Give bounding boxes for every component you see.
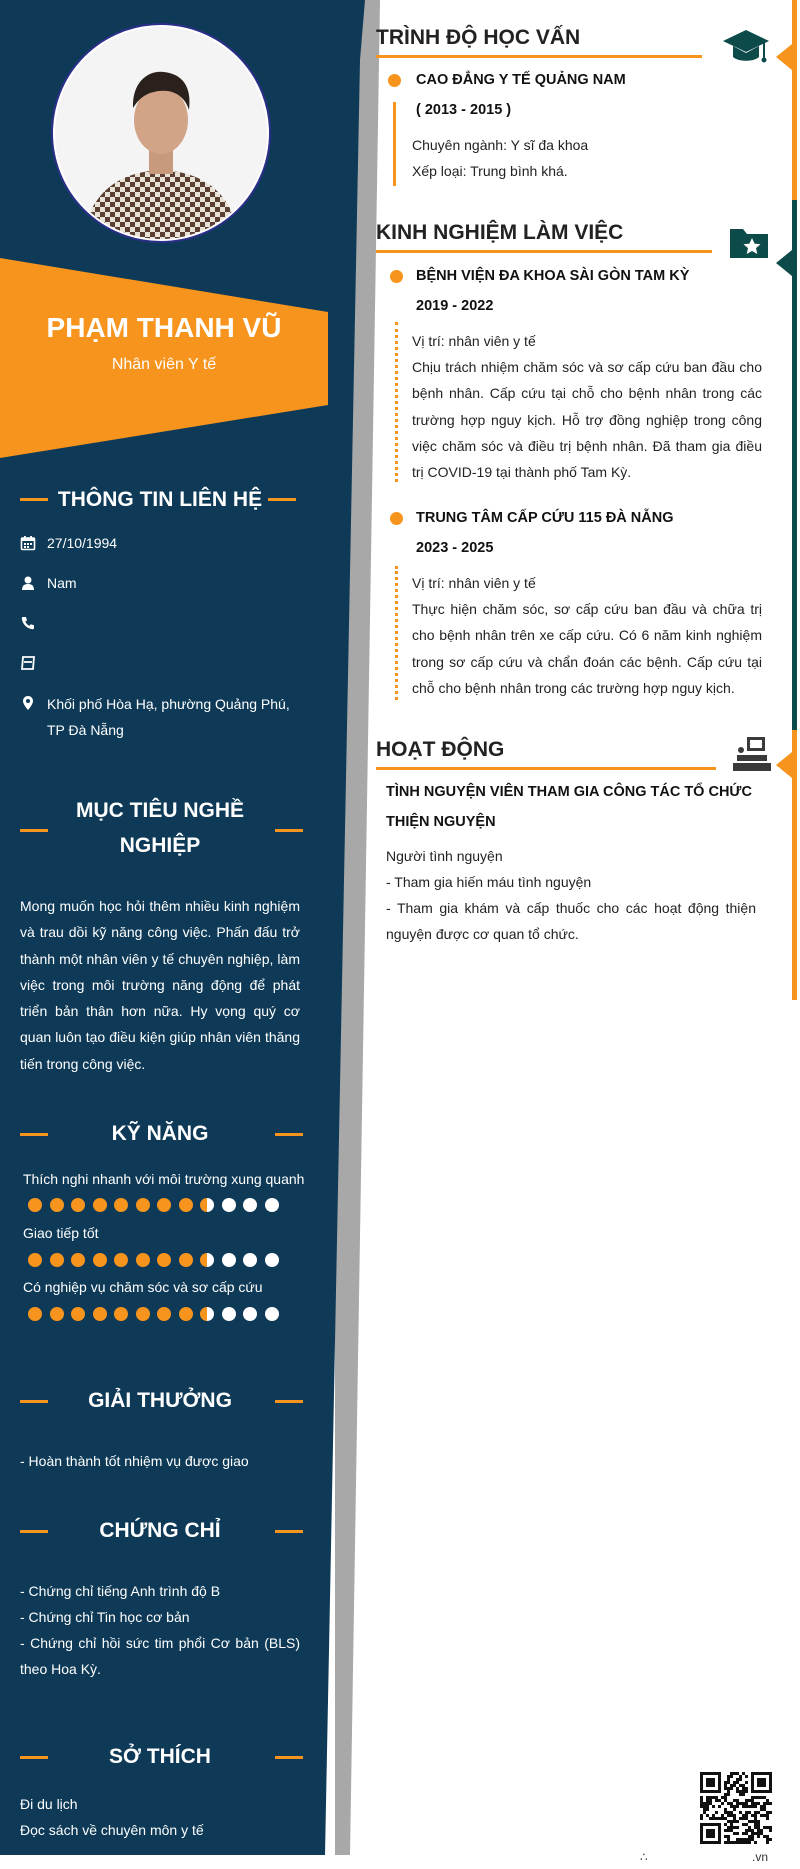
skill-dot <box>71 1307 85 1321</box>
education-major: Chuyên ngành: Y sĩ đa khoa <box>412 137 589 153</box>
skill-dot <box>157 1253 171 1267</box>
skill-dot <box>71 1253 85 1267</box>
timeline-bullet <box>390 270 403 283</box>
skill-dot <box>222 1253 236 1267</box>
skill-dot <box>136 1307 150 1321</box>
phone-icon <box>20 615 36 631</box>
skill-dot <box>200 1253 214 1267</box>
education-heading: TRÌNH ĐỘ HỌC VẤN <box>376 26 581 49</box>
skill-dot <box>93 1307 107 1321</box>
skill-dot <box>179 1198 193 1212</box>
heading-dash <box>20 1756 48 1759</box>
skill-dot <box>222 1198 236 1212</box>
edge-marker <box>776 44 792 70</box>
certificates-heading: CHỨNG CHỈ <box>99 1519 221 1542</box>
activity-title: TÌNH NGUYỆN VIÊN THAM GIA CÔNG TÁC TỔ CHỨC THIỆN NGUYỆN <box>386 784 752 830</box>
avatar <box>50 22 272 244</box>
awards-list <box>20 1448 300 1474</box>
experience-position: Vị trí: nhân viên y tế <box>412 575 536 591</box>
contact-birthday: 27/10/1994 <box>47 535 118 551</box>
hobbies-heading: SỞ THÍCH <box>109 1745 211 1768</box>
education-period: ( 2013 - 2015 ) <box>416 102 512 118</box>
skill-dot <box>157 1307 171 1321</box>
objective-text: Mong muốn học hỏi thêm nhiều kinh nghiệm và trau dồi kỹ năng công việc. Phấn đấu trở thành một nhân viên y tế chuyên nghiệp, làm việc trong môi trường năng động để phát triển bản thân hơn nữa. Hy vọng quý cơ quan luôn tạo điều kiện giúp nhân viên thăng tiến trong công việc. <box>20 898 300 1072</box>
experience-period: 2019 - 2022 <box>416 298 494 314</box>
skill-dot <box>114 1198 128 1212</box>
education-grade: Xếp loại: Trung bình khá. <box>412 163 568 179</box>
heading-underline <box>376 250 712 253</box>
heading-dash <box>275 1133 303 1136</box>
edge-marker <box>776 752 792 778</box>
heading-dash <box>275 1756 303 1759</box>
objective-heading: MỤC TIÊU NGHỀ NGHIỆP <box>76 799 244 857</box>
heading-dash <box>275 1400 303 1403</box>
heading-dash <box>20 829 48 832</box>
experience-description: Chịu trách nhiệm chăm sóc và sơ cấp cứu ban đầu cho bệnh nhân. Cấp cứu tại chỗ cho bệnh nhân trong các trường hợp nguy kịch. Hỗ trợ đồng nghiệp trong công việc chăm sóc và điều trị bệnh nhân. Đã tham gia điều trị COVID-19 tại thành phố Tam Kỳ. <box>412 359 762 481</box>
heading-dash <box>275 1530 303 1533</box>
certificate-item: - Chứng chỉ tiếng Anh trình độ B <box>20 1583 221 1599</box>
skill-dot <box>179 1253 193 1267</box>
certificates-list <box>20 1578 300 1682</box>
skill-label: Có nghiệp vụ chăm sóc và sơ cấp cứu <box>23 1279 263 1295</box>
skill-dot <box>265 1253 279 1267</box>
contact-heading: THÔNG TIN LIÊN HỆ <box>57 488 263 511</box>
activity-item: - Tham gia hiến máu tình nguyện <box>386 874 592 890</box>
certificate-item: - Chứng chỉ Tin học cơ bản <box>20 1609 190 1625</box>
awards-heading: GIẢI THƯỞNG <box>88 1389 232 1412</box>
profile-name: PHẠM THANH VŨ <box>46 312 282 343</box>
heading-dash <box>20 1530 48 1533</box>
skill-dot <box>71 1198 85 1212</box>
calendar-icon <box>20 535 36 551</box>
skills-heading: KỸ NĂNG <box>111 1122 209 1145</box>
skill-dot <box>136 1198 150 1212</box>
timeline-dots <box>395 322 401 482</box>
skill-dot <box>50 1198 64 1212</box>
hobby-item: Đọc sách về chuyên môn y tế <box>20 1822 204 1838</box>
skill-dot <box>243 1253 257 1267</box>
experience-heading: KINH NGHIỆM LÀM VIỆC <box>376 221 624 244</box>
skill-label: Giao tiếp tốt <box>23 1225 99 1241</box>
experience-description: Thực hiện chăm sóc, sơ cấp cứu ban đầu và chữa trị cho bệnh nhân trên xe cấp cứu. Có 6 năm kinh nghiệm trong sơ cấp cứu và chẩn đoán các bệnh. Cấp cứu tại chỗ cho bệnh nhân trong các trường hợp nguy kịch. <box>412 601 762 696</box>
skill-dot <box>28 1253 42 1267</box>
timeline-bar <box>393 102 396 186</box>
edge-bar-activities <box>792 730 797 1000</box>
heading-underline <box>376 767 716 770</box>
experience-period: 2023 - 2025 <box>416 540 494 556</box>
experience-company: TRUNG TÂM CẤP CỨU 115 ĐÀ NẴNG <box>416 510 674 526</box>
skill-dot <box>28 1198 42 1212</box>
contact-address: Khối phố Hòa Hạ, phường Quảng Phú, TP Đà Nẵng <box>47 696 290 738</box>
skill-dot <box>50 1307 64 1321</box>
heading-dash <box>20 1133 48 1136</box>
activity-item: - Tham gia khám và cấp thuốc cho các hoạt động thiện nguyện được cơ quan tổ chức. <box>386 900 756 943</box>
award-item: - Hoàn thành tốt nhiệm vụ được giao <box>20 1453 249 1469</box>
heading-dash <box>275 829 303 832</box>
job-title: Nhân viên Y tế <box>111 356 217 373</box>
skill-dot <box>28 1307 42 1321</box>
education-school: CAO ĐẲNG Y TẾ QUẢNG NAM <box>416 72 626 88</box>
skill-dot <box>93 1253 107 1267</box>
skill-dot <box>222 1307 236 1321</box>
user-icon <box>20 575 36 591</box>
heading-underline <box>376 55 702 58</box>
footer-dots: ∴ <box>640 1850 648 1864</box>
heading-dash <box>20 1400 48 1403</box>
edge-marker <box>776 250 792 276</box>
certificate-item: - Chứng chỉ hồi sức tim phổi Cơ bản (BLS) theo Hoa Kỳ. <box>20 1635 300 1677</box>
email-icon <box>20 655 36 671</box>
timeline-bullet <box>390 512 403 525</box>
skill-dot <box>265 1307 279 1321</box>
footer-mark: .vn <box>752 1850 769 1864</box>
skill-dot <box>157 1198 171 1212</box>
edge-bar-experience <box>792 200 797 730</box>
qr-code <box>700 1772 772 1844</box>
activity-role: Người tình nguyện <box>386 848 503 864</box>
graduation-cap-icon <box>722 28 770 68</box>
skill-dot <box>243 1198 257 1212</box>
activities-heading: HOẠT ĐỘNG <box>376 738 505 761</box>
skill-dot <box>179 1307 193 1321</box>
skill-dot <box>243 1307 257 1321</box>
volunteer-icon <box>733 735 771 773</box>
experience-company: BỆNH VIỆN ĐA KHOA SÀI GÒN TAM KỲ <box>416 268 690 284</box>
timeline-bullet <box>388 74 401 87</box>
skill-dot <box>114 1307 128 1321</box>
skill-dot <box>200 1307 214 1321</box>
hobby-item: Đi du lịch <box>20 1796 78 1812</box>
edge-bar-education <box>792 0 797 200</box>
skill-dot <box>50 1253 64 1267</box>
timeline-dots <box>395 566 401 700</box>
contact-gender: Nam <box>47 575 77 591</box>
skill-dot <box>93 1198 107 1212</box>
skill-dot <box>200 1198 214 1212</box>
heading-dash <box>268 498 296 501</box>
skill-dot <box>136 1253 150 1267</box>
heading-dash <box>20 498 48 501</box>
folder-star-icon <box>728 224 770 260</box>
skill-dot <box>265 1198 279 1212</box>
skill-label: Thích nghi nhanh với môi trường xung quanh <box>23 1171 305 1187</box>
experience-position: Vị trí: nhân viên y tế <box>412 333 536 349</box>
skill-dot <box>114 1253 128 1267</box>
hobbies-list <box>20 1791 300 1843</box>
location-icon <box>20 695 36 711</box>
